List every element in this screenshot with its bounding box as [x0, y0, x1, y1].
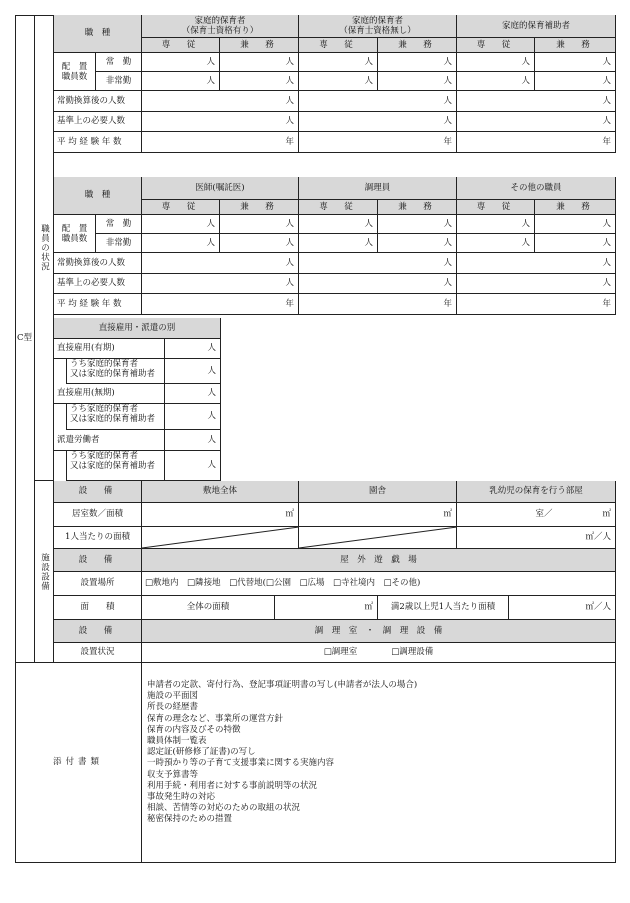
equip-header: 設 備 — [54, 481, 142, 503]
employment-row-label: 直接雇用(有期) — [54, 339, 165, 359]
line: 医師(嘱託医) — [195, 183, 245, 193]
job-type-col-1 — [299, 15, 457, 38]
part-time-header: 兼 務 — [220, 200, 299, 215]
count-input-cell: 人 — [457, 234, 535, 253]
value-cell: 年 — [299, 294, 457, 315]
line: 又は家庭的保育補助者 — [70, 369, 156, 379]
room-per-person-cell: ㎡／人 — [457, 527, 616, 549]
per-person-label: 1人当たりの面積 — [54, 527, 142, 549]
employment-row-label: 直接雇用(無期) — [54, 384, 165, 404]
value-cell: 人 — [457, 112, 616, 132]
part-time-header: 兼 務 — [378, 200, 457, 215]
line: 調理員 — [364, 183, 391, 193]
count-input-cell: 人 — [378, 215, 457, 234]
employment-row-label — [66, 451, 165, 481]
count-input-cell: 人 — [220, 215, 299, 234]
line: その他の職員 — [510, 183, 562, 193]
rooms-area-label: 居室数／面積 — [54, 503, 142, 527]
employment-count-cell: 人 — [165, 430, 221, 451]
employment-row-label — [66, 359, 165, 384]
part-time-header: 兼 務 — [535, 200, 616, 215]
count-input-cell: 人 — [535, 215, 616, 234]
count-input-cell: 人 — [535, 72, 616, 91]
location-label: 設置場所 — [54, 572, 142, 596]
status-label: 設置状況 — [54, 643, 142, 663]
value-cell: 人 — [457, 274, 616, 294]
full-time-header: 専 従 — [142, 200, 220, 215]
count-input-cell: 人 — [299, 53, 378, 72]
count-input-cell: 人 — [299, 215, 378, 234]
attachment-item: 施設の平面図 — [147, 691, 199, 702]
line: うち家庭的保育者 — [70, 404, 139, 414]
count-input-cell: 人 — [142, 72, 220, 91]
facility-col-1: 園舎 — [299, 481, 457, 503]
equip-header-2: 設 備 — [54, 549, 142, 572]
attachment-item: 収支予算書等 — [147, 769, 199, 780]
attachment-item: 事故発生時の対応 — [147, 792, 216, 803]
count-input-cell: 人 — [220, 53, 299, 72]
count-input-cell: 人 — [299, 72, 378, 91]
count-input-cell: 人 — [299, 234, 378, 253]
row-label: 平 均 経 験 年 数 — [54, 294, 142, 315]
line: 配 置 — [61, 223, 88, 234]
diagonal-line — [142, 527, 299, 548]
employment-count-cell: 人 — [165, 404, 221, 430]
kitchen-header: 調 理 室 ・ 調 理 設 備 — [142, 620, 616, 643]
count-input-cell: 人 — [457, 215, 535, 234]
value-cell: 年 — [457, 294, 616, 315]
count-input-cell: 人 — [142, 234, 220, 253]
part-time-header: 兼 務 — [378, 38, 457, 53]
attachment-item: 一時預かり等の子育て支援事業に関する実施内容 — [147, 758, 335, 769]
over2-area-label: 満2歳以上児1人当たり面積 — [378, 596, 509, 620]
irregular-label: 非常勤 — [96, 234, 142, 253]
value-cell: 人 — [142, 91, 299, 112]
employment-count-cell: 人 — [165, 384, 221, 404]
diagonal-line — [299, 527, 457, 548]
building-area-cell: ㎡ — [299, 503, 457, 527]
line: うち家庭的保育者 — [70, 451, 139, 461]
room-area-unit: ㎡ — [602, 509, 611, 519]
value-cell: 年 — [299, 132, 457, 153]
job-type-col-2 — [457, 15, 616, 38]
total-area-cell: ㎡ — [275, 596, 378, 620]
job-type-header: 職 種 — [54, 177, 142, 215]
employment-count-cell: 人 — [165, 359, 221, 384]
full-time-header: 専 従 — [142, 38, 220, 53]
row-label: 平 均 経 験 年 数 — [54, 132, 142, 153]
job-type-col-0 — [142, 177, 299, 200]
value-cell: 人 — [457, 91, 616, 112]
room-count: 室／ — [535, 509, 553, 519]
count-input-cell: 人 — [457, 53, 535, 72]
employment-count-cell: 人 — [165, 451, 221, 481]
value-cell: 年 — [457, 132, 616, 153]
count-input-cell: 人 — [457, 72, 535, 91]
type-label-cell — [15, 15, 35, 663]
row-label: 常勤換算後の人数 — [54, 91, 142, 112]
attachment-list — [147, 680, 417, 826]
facility-col-0: 敷地全体 — [142, 481, 299, 503]
regular-label: 常 勤 — [96, 53, 142, 72]
attachment-item: 所長の経歴書 — [147, 702, 199, 713]
nursery-room-cell — [457, 503, 616, 527]
line: 職員数 — [61, 71, 88, 82]
attachment-item: 申請者の定款、寄付行為、登記事項証明書の写し(申請者が法人の場合) — [147, 680, 418, 690]
full-time-header: 専 従 — [457, 200, 535, 215]
total-area-label: 全体の面積 — [142, 596, 275, 620]
line: 又は家庭的保育補助者 — [70, 461, 156, 471]
regular-label: 常 勤 — [96, 215, 142, 234]
job-type-col-0 — [142, 15, 299, 38]
count-input-cell: 人 — [378, 53, 457, 72]
job-type-col-1 — [299, 177, 457, 200]
attachment-item: 秘密保持のための措置 — [147, 814, 233, 825]
part-time-header: 兼 務 — [220, 38, 299, 53]
value-cell: 年 — [142, 294, 299, 315]
facility-section-label: 施設設備 — [35, 481, 54, 663]
count-input-cell: 人 — [220, 72, 299, 91]
count-input-cell: 人 — [378, 72, 457, 91]
count-input-cell: 人 — [220, 234, 299, 253]
line: 又は家庭的保育補助者 — [70, 414, 156, 424]
equip-header-3: 設 備 — [54, 620, 142, 643]
employment-count-cell: 人 — [165, 339, 221, 359]
staff-section-label: 職員の状況 — [35, 15, 54, 481]
line: 職員数 — [61, 233, 88, 244]
line: 家庭的保育者 — [194, 16, 246, 26]
irregular-label: 非常勤 — [96, 72, 142, 91]
part-time-header: 兼 務 — [535, 38, 616, 53]
employment-row-label — [66, 404, 165, 430]
line: 家庭的保育者 — [351, 16, 403, 26]
job-type-header: 職 種 — [54, 15, 142, 53]
type-label: C型 — [16, 333, 32, 343]
kitchen-options: □調理室 □調理設備 — [142, 643, 616, 663]
facility-col-2: 乳幼児の保育を行う部屋 — [457, 481, 616, 503]
line: （保育士資格有り） — [181, 26, 259, 36]
attachment-item: 保育の内容及びその特徴 — [147, 724, 241, 735]
row-label: 基準上の必要人数 — [54, 112, 142, 132]
attachment-item: 保育の理念など、事業所の運営方針 — [147, 713, 284, 724]
over2-area-cell: ㎡／人 — [509, 596, 616, 620]
site-area-cell: ㎡ — [142, 503, 299, 527]
attachment-item: 認定証(研修修了証書)の写し — [147, 747, 256, 758]
value-cell: 人 — [299, 112, 457, 132]
outdoor-header: 屋 外 遊 戯 場 — [142, 549, 616, 572]
diagonal-strikes — [142, 527, 457, 549]
line: うち家庭的保育者 — [70, 359, 139, 369]
attachment-item: 相談、苦情等の対応のための取組の状況 — [147, 803, 301, 814]
value-cell: 人 — [142, 112, 299, 132]
employment-row-label: 派遣労働者 — [54, 430, 165, 451]
count-input-cell: 人 — [378, 234, 457, 253]
value-cell: 人 — [299, 274, 457, 294]
line: 家庭的保育補助者 — [501, 21, 570, 31]
row-label: 常勤換算後の人数 — [54, 253, 142, 274]
value-cell: 人 — [142, 274, 299, 294]
line: （保育士資格無し） — [339, 26, 416, 36]
full-time-header: 専 従 — [457, 38, 535, 53]
job-type-col-2 — [457, 177, 616, 200]
row-label: 基準上の必要人数 — [54, 274, 142, 294]
location-options: □敷地内 □隣接地 □代替地(□公園 □広場 □寺社境内 □その他) — [142, 572, 616, 596]
value-cell: 人 — [457, 253, 616, 274]
value-cell: 人 — [299, 91, 457, 112]
count-input-cell: 人 — [535, 234, 616, 253]
area-label: 面 積 — [54, 596, 142, 620]
value-cell: 人 — [299, 253, 457, 274]
full-time-header: 専 従 — [299, 200, 378, 215]
attach-label: 添付書類 — [15, 663, 142, 863]
employment-header: 直接雇用・派遣の別 — [54, 318, 221, 339]
count-input-cell: 人 — [142, 53, 220, 72]
assign-label — [54, 53, 96, 91]
assign-label — [54, 215, 96, 253]
count-input-cell: 人 — [535, 53, 616, 72]
count-input-cell: 人 — [142, 215, 220, 234]
attachment-item: 職員体制一覧表 — [147, 736, 207, 747]
full-time-header: 専 従 — [299, 38, 378, 53]
value-cell: 年 — [142, 132, 299, 153]
line: 配 置 — [61, 61, 88, 72]
value-cell: 人 — [142, 253, 299, 274]
attachment-item: 利用手続・利用者に対する事前説明等の状況 — [147, 780, 318, 791]
